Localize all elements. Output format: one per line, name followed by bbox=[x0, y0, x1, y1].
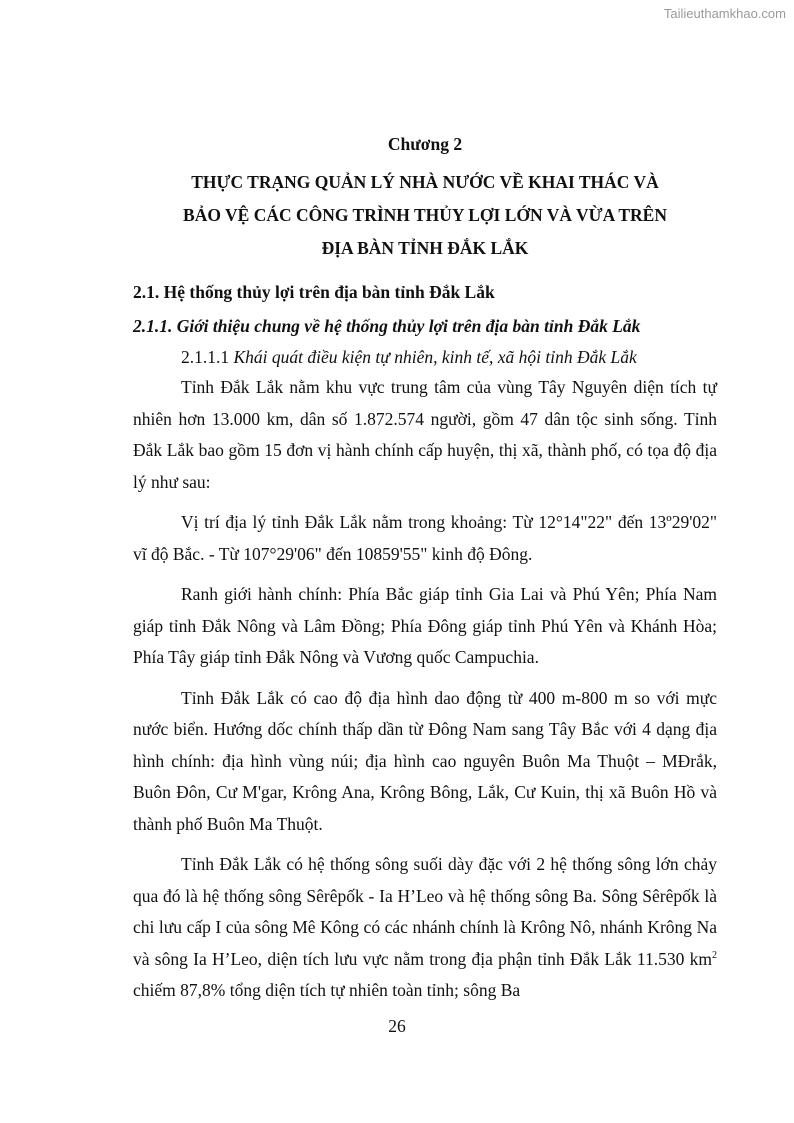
paragraph: Ranh giới hành chính: Phía Bắc giáp tỉnh Gia Lai và Phú Yên; Phía Nam giáp tỉnh Đắk Nông và Lâm Đồng; Phía Đông giáp tỉnh Phú Yên và Khánh Hòa; Phía Tây giáp tỉnh Đắk Nông và Vương quốc Campuchia. bbox=[133, 584, 717, 667]
chapter-title bbox=[133, 166, 717, 265]
paragraph-text: chiếm 87,8% tổng diện tích tự nhiên toàn tỉnh; sông Ba bbox=[133, 980, 521, 1000]
section-heading-2-1-1: 2.1.1. Giới thiệu chung về hệ thống thủy lợi trên địa bàn tỉnh Đắk Lắk bbox=[133, 316, 641, 336]
section-heading-2-1: 2.1. Hệ thống thủy lợi trên địa bàn tỉnh Đắk Lắk bbox=[133, 282, 495, 302]
chapter-heading: Chương 2 bbox=[387, 134, 463, 154]
paragraph: Tỉnh Đắk Lắk nằm khu vực trung tâm của vùng Tây Nguyên diện tích tự nhiên hơn 13.000 km, dân số 1.872.574 người, gồm 47 dân tộc sinh sống. Tỉnh Đắk Lắk bao gồm 15 đơn vị hành chính cấp huyện, thị xã, thành phố, có tọa độ địa lý như sau: bbox=[133, 377, 717, 492]
paragraph: Vị trí địa lý tỉnh Đắk Lắk nằm trong khoảng: Từ 12°14"22" đến 13º29'02" vĩ độ Bắc. - Từ 107°29'06" đến 10859'55" kinh độ Đông. bbox=[133, 512, 717, 564]
chapter-title-line: BẢO VỆ CÁC CÔNG TRÌNH THỦY LỢI LỚN VÀ VỪA TRÊN bbox=[183, 205, 667, 225]
watermark: Tailieuthamkhao.com bbox=[663, 6, 786, 21]
section-title: Khái quát điều kiện tự nhiên, kinh tế, xã hội tỉnh Đắk Lắk bbox=[233, 347, 637, 367]
paragraph-text: Tỉnh Đắk Lắk có hệ thống sông suối dày đặc với 2 hệ thống sông lớn chảy qua đó là hệ thống sông Sêrêpốk - Ia H’Leo và hệ thống sông Ba. Sông Sêrêpốk là chi lưu cấp I của sông Mê Kông có các nhánh chính là Krông Nô, nhánh Krông Na và sông Ia H’Leo, diện tích lưu vực nằm trong địa phận tỉnh Đắk Lắk 11.530 km bbox=[133, 854, 717, 969]
superscript: 2 bbox=[712, 949, 717, 961]
chapter-title-line: ĐỊA BÀN TỈNH ĐẮK LẮK bbox=[321, 238, 529, 258]
page-number: 26 bbox=[388, 1016, 406, 1036]
chapter-title-line: THỰC TRẠNG QUẢN LÝ NHÀ NƯỚC VỀ KHAI THÁC VÀ bbox=[191, 172, 659, 192]
section-heading-2-1-1-1 bbox=[181, 345, 717, 369]
paragraph: Tỉnh Đắk Lắk có cao độ địa hình dao động từ 400 m-800 m so với mực nước biển. Hướng dốc chính thấp dần từ Đông Nam sang Tây Bắc với 4 dạng địa hình chính: địa hình vùng núi; địa hình cao nguyên Buôn Ma Thuột – MĐrắk, Buôn Đôn, Cư M'gar, Krông Ana, Krông Bông, Lắk, Cư Kuin, thị xã Buôn Hồ và thành phố Buôn Ma Thuột. bbox=[133, 687, 717, 834]
section-number: 2.1.1.1 bbox=[181, 347, 230, 367]
paragraph bbox=[133, 849, 717, 1007]
page-content bbox=[133, 132, 717, 1007]
